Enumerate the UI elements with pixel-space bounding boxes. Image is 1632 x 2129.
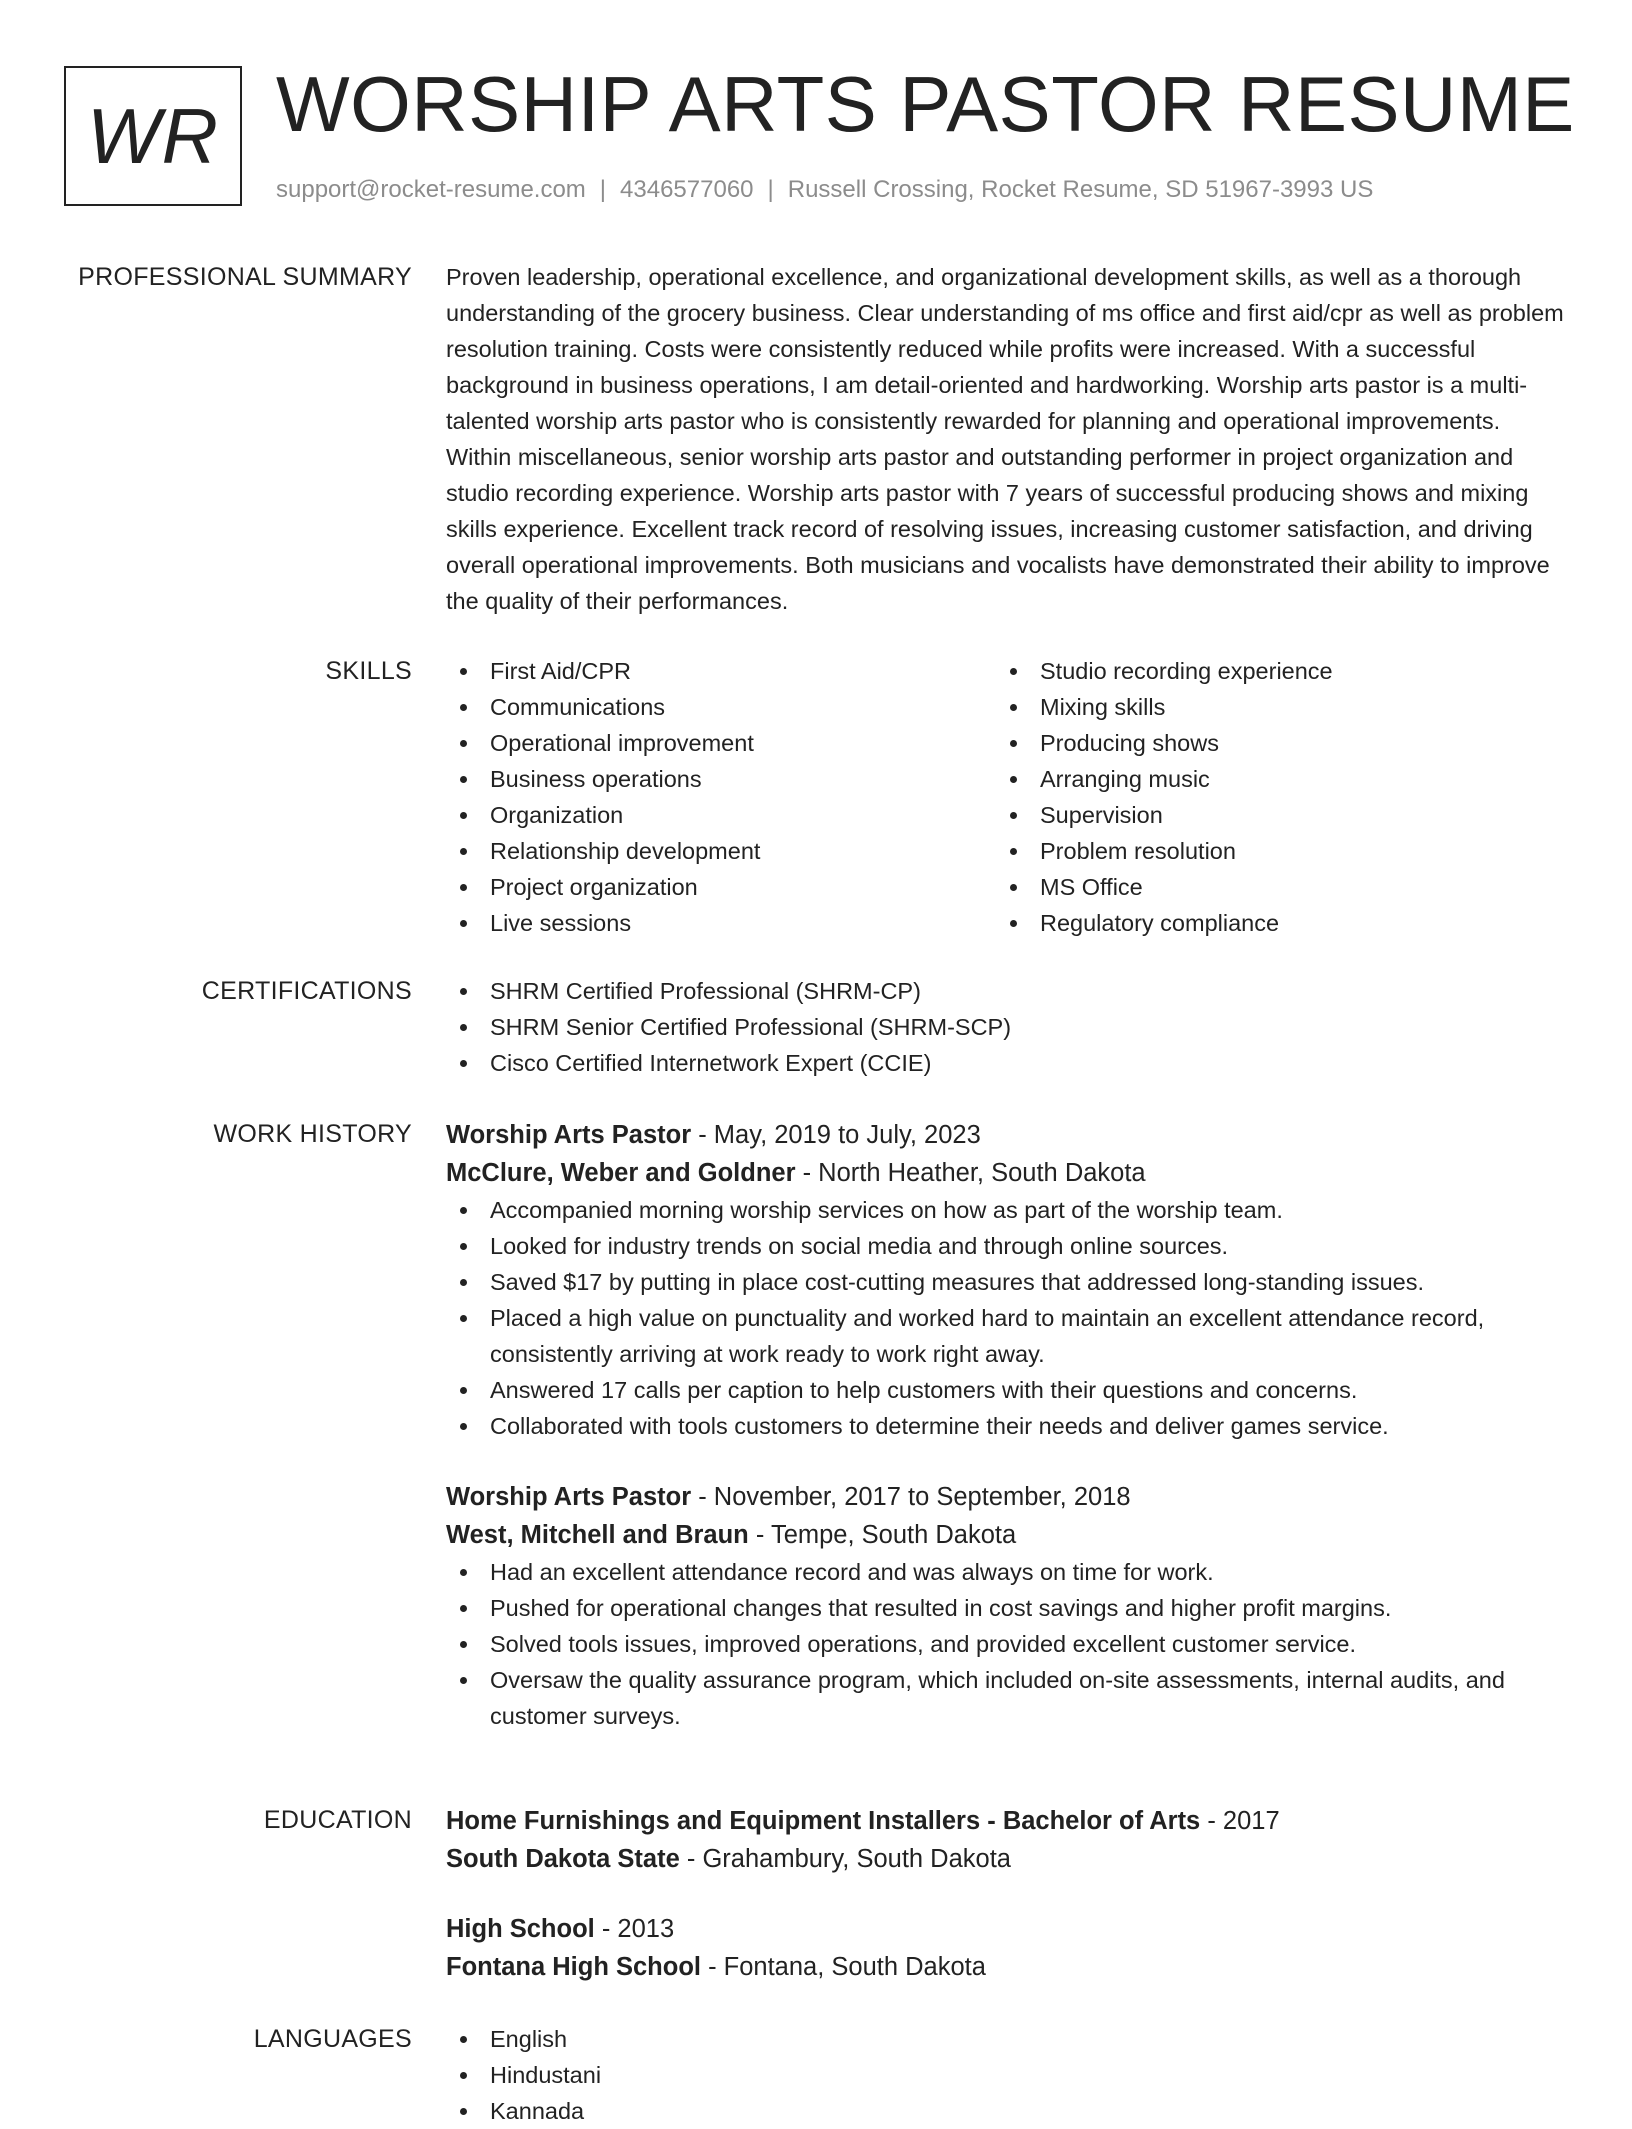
- language-item: English: [446, 2021, 1566, 2057]
- section-heading-education: EDUCATION: [263, 1806, 412, 1834]
- skill-item: Organization: [446, 797, 996, 833]
- job-company-line: [446, 1516, 1566, 1554]
- skill-item: Producing shows: [996, 725, 1546, 761]
- job-duty: Accompanied morning worship services on how as part of the worship team.: [446, 1192, 1566, 1228]
- skill-item: First Aid/CPR: [446, 653, 996, 689]
- education-degree: Home Furnishings and Equipment Installers - Bachelor of Arts: [446, 1807, 1201, 1835]
- certification-item: Cisco Certified Internetwork Expert (CCIE): [446, 1045, 1566, 1081]
- job-location: - Tempe, South Dakota: [748, 1521, 1017, 1549]
- job-company: McClure, Weber and Goldner: [446, 1159, 796, 1187]
- skill-item: Mixing skills: [996, 689, 1546, 725]
- education-location: - Grahambury, South Dakota: [679, 1845, 1011, 1873]
- job-duties-list: [446, 1192, 1566, 1444]
- education-degree-line: [446, 1910, 1566, 1948]
- section-heading-work-history: WORK HISTORY: [213, 1120, 412, 1148]
- resume-title: WORSHIP ARTS PASTOR RESUME: [276, 60, 1575, 148]
- education-entry: [446, 1910, 1566, 1986]
- job-duty: Oversaw the quality assurance program, which included on-site assessments, internal audits, and customer surveys.: [446, 1662, 1566, 1734]
- job-title: Worship Arts Pastor: [446, 1121, 692, 1149]
- job-duty: Placed a high value on punctuality and worked hard to maintain an excellent attendance record, consistently arriving at work ready to work right away.: [446, 1300, 1566, 1372]
- job-entry: [446, 1478, 1566, 1734]
- contact-separator: |: [599, 176, 607, 203]
- job-location: - North Heather, South Dakota: [795, 1159, 1146, 1187]
- education-school-line: [446, 1840, 1566, 1878]
- job-title: Worship Arts Pastor: [446, 1483, 692, 1511]
- education-location: - Fontana, South Dakota: [701, 1953, 986, 1981]
- language-item: Hindustani: [446, 2057, 1566, 2093]
- skill-item: Studio recording experience: [996, 653, 1546, 689]
- job-duty: Had an excellent attendance record and was always on time for work.: [446, 1554, 1566, 1590]
- languages-list: [446, 2021, 1566, 2129]
- certifications-list: [446, 973, 1566, 1081]
- job-duty: Pushed for operational changes that resulted in cost savings and higher profit margins.: [446, 1590, 1566, 1626]
- job-duty: Looked for industry trends on social media and through online sources.: [446, 1228, 1566, 1264]
- education-degree: High School: [446, 1915, 595, 1943]
- skill-item: Supervision: [996, 797, 1546, 833]
- skill-item: Live sessions: [446, 905, 996, 941]
- skills-list-left: [446, 653, 996, 941]
- job-duty: Saved $17 by putting in place cost-cutting measures that addressed long-standing issues.: [446, 1264, 1566, 1300]
- skill-item: MS Office: [996, 869, 1546, 905]
- contact-phone[interactable]: 4346577060: [620, 176, 754, 203]
- section-heading-skills: SKILLS: [325, 657, 412, 685]
- summary-text: Proven leadership, operational excellence, and organizational development skills, as well as a thorough understanding of the grocery business. Clear understanding of ms office and first aid/cpr as well as problem resolution training. Costs were consistently reduced while profits were increased. With a successful background in business operations, I am detail-oriented and hardworking. Worship arts pastor is a multi-talented worship arts pastor who is consistently rewarded for planning and operational improvements. Within miscellaneous, senior worship arts pastor and outstanding performer in project organization and studio recording experience. Worship arts pastor with 7 years of successful producing shows and mixing skills experience. Excellent track record of resolving issues, increasing customer satisfaction, and driving overall operational improvements. Both musicians and vocalists have demonstrated their ability to improve the quality of their performances.: [446, 264, 1564, 614]
- certification-item: SHRM Certified Professional (SHRM-CP): [446, 973, 1566, 1009]
- monogram-logo: WR: [64, 66, 242, 206]
- job-title-line: [446, 1116, 1566, 1154]
- skill-item: Business operations: [446, 761, 996, 797]
- certification-item: SHRM Senior Certified Professional (SHRM-SCP): [446, 1009, 1566, 1045]
- job-duty: Collaborated with tools customers to determine their needs and deliver games service.: [446, 1408, 1566, 1444]
- skill-item: Regulatory compliance: [996, 905, 1546, 941]
- job-dates: - November, 2017 to September, 2018: [691, 1483, 1131, 1511]
- education-school-line: [446, 1948, 1566, 1986]
- job-duty: Answered 17 calls per caption to help customers with their questions and concerns.: [446, 1372, 1566, 1408]
- skill-item: Relationship development: [446, 833, 996, 869]
- job-duties-list: [446, 1554, 1566, 1734]
- job-company-line: [446, 1154, 1566, 1192]
- job-company: West, Mitchell and Braun: [446, 1521, 749, 1549]
- education-degree-line: [446, 1802, 1566, 1840]
- contact-line: [276, 172, 1373, 208]
- skill-item: Communications: [446, 689, 996, 725]
- job-entry: [446, 1116, 1566, 1444]
- contact-email[interactable]: support@rocket-resume.com: [276, 176, 586, 203]
- education-school: South Dakota State: [446, 1845, 680, 1873]
- education-year: - 2013: [594, 1915, 675, 1943]
- section-heading-summary: PROFESSIONAL SUMMARY: [78, 263, 412, 291]
- skill-item: Problem resolution: [996, 833, 1546, 869]
- job-dates: - May, 2019 to July, 2023: [691, 1121, 981, 1149]
- contact-address: Russell Crossing, Rocket Resume, SD 51967-3993 US: [787, 176, 1374, 203]
- section-heading-certifications: CERTIFICATIONS: [201, 977, 412, 1005]
- language-item: Kannada: [446, 2093, 1566, 2129]
- skill-item: Operational improvement: [446, 725, 996, 761]
- skills-list-right: [996, 653, 1546, 941]
- contact-separator: |: [767, 176, 774, 203]
- education-school: Fontana High School: [446, 1953, 701, 1981]
- job-title-line: [446, 1478, 1566, 1516]
- skill-item: Project organization: [446, 869, 996, 905]
- skill-item: Arranging music: [996, 761, 1546, 797]
- section-heading-languages: LANGUAGES: [253, 2025, 412, 2053]
- education-entry: [446, 1802, 1566, 1878]
- education-year: - 2017: [1200, 1807, 1280, 1835]
- job-duty: Solved tools issues, improved operations, and provided excellent customer service.: [446, 1626, 1566, 1662]
